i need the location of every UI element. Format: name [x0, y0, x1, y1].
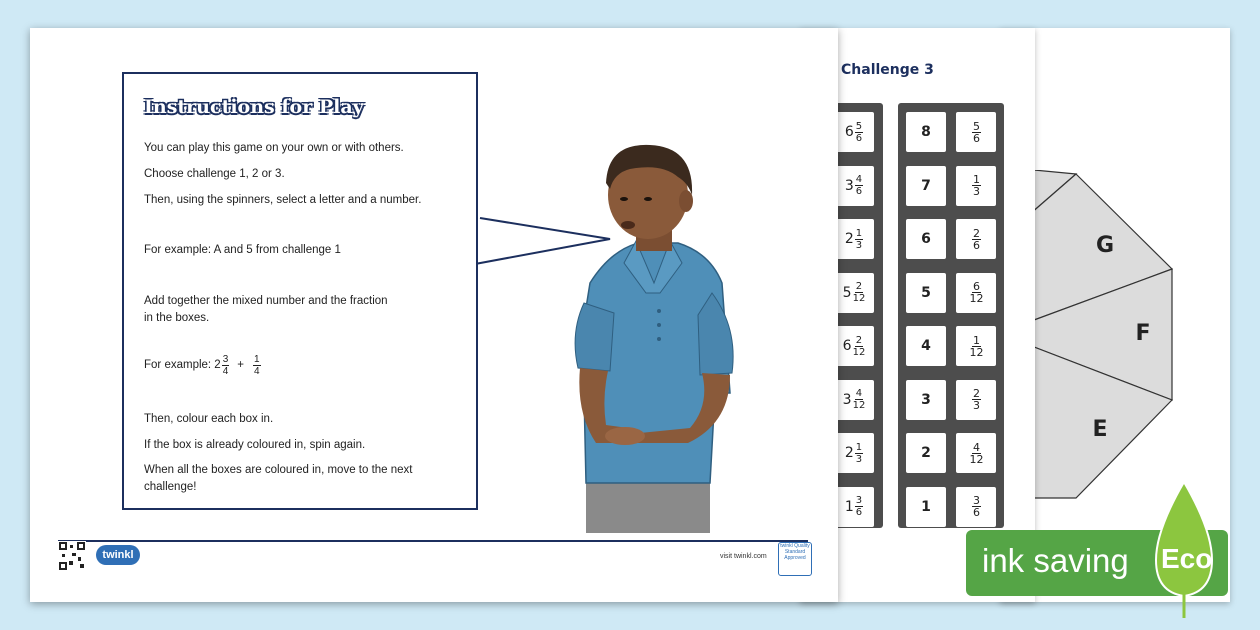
number-cell[interactable] — [906, 166, 946, 206]
twinkl-logo: twinkl — [96, 545, 140, 565]
visit-link[interactable]: visit twinkl.com — [720, 553, 767, 560]
example-numerator: 1 — [253, 354, 260, 365]
denominator: 3 — [855, 239, 863, 251]
whole-number: 2 — [844, 445, 854, 461]
denominator: 3 — [973, 185, 980, 198]
mixed-number — [845, 442, 863, 465]
mixed-number-cell[interactable] — [834, 433, 874, 473]
fraction — [855, 121, 863, 144]
spinner-letter-g: G — [1095, 233, 1115, 258]
numerator: 3 — [973, 494, 980, 507]
numerator: 1 — [973, 173, 980, 186]
instructions-page — [30, 28, 838, 602]
fraction-cell[interactable] — [956, 219, 996, 259]
example-denominator: 4 — [253, 366, 260, 377]
instruction-line: For example: A and 5 from challenge 1 — [144, 244, 341, 256]
mixed-number — [845, 228, 863, 251]
mixed-number — [845, 174, 863, 197]
denominator: 12 — [852, 293, 866, 304]
example-numerator: 3 — [222, 354, 229, 365]
numerator: 4 — [855, 174, 863, 185]
denominator: 6 — [973, 131, 980, 145]
fraction-cell[interactable] — [956, 112, 996, 152]
ink-saving-text: ink saving — [982, 542, 1129, 579]
instruction-line: You can play this game on your own or with others. — [144, 142, 404, 154]
number-value: 7 — [921, 177, 931, 194]
mixed-number-cell[interactable] — [834, 112, 874, 152]
spinner-letter-e: E — [1092, 417, 1108, 442]
numerator: 5 — [855, 120, 863, 132]
whole-number: 1 — [844, 498, 854, 515]
whole-number: 5 — [842, 284, 852, 301]
fraction — [970, 281, 984, 304]
fraction — [972, 228, 981, 251]
mixed-number — [843, 335, 866, 358]
example-fraction — [222, 354, 230, 377]
numerator: 2 — [855, 281, 863, 292]
number-cell[interactable] — [906, 380, 946, 420]
denominator: 6 — [855, 186, 863, 197]
instruction-line: Add together the mixed number and the fraction — [144, 295, 388, 307]
numerator: 2 — [855, 334, 863, 346]
denominator: 12 — [969, 292, 984, 305]
instruction-line: in the boxes. — [144, 312, 210, 324]
numerator: 4 — [973, 440, 980, 454]
fraction — [972, 388, 981, 411]
instructions-box — [122, 72, 478, 510]
mixed-number — [843, 388, 866, 411]
numerator: 3 — [855, 495, 863, 506]
number-value: 4 — [921, 338, 931, 354]
example-fraction — [253, 354, 261, 377]
number-cell[interactable] — [906, 219, 946, 259]
spinner-letter-f: F — [1135, 321, 1151, 346]
denominator: 12 — [852, 346, 866, 358]
example-denominator: 4 — [222, 366, 229, 377]
numerator: 1 — [855, 441, 863, 453]
instruction-example — [144, 354, 261, 377]
instruction-line: If the box is already coloured in, spin again. — [144, 439, 366, 451]
number-value: 8 — [921, 124, 931, 140]
numerator: 4 — [855, 388, 863, 399]
boy-illustration — [570, 143, 750, 533]
instructions-title: Instructions for Play — [144, 96, 364, 118]
numerator: 1 — [973, 333, 980, 347]
mixed-number-cell[interactable] — [834, 326, 874, 366]
fraction-cell[interactable] — [956, 487, 996, 527]
mixed-number-cell[interactable] — [834, 273, 874, 313]
whole-number: 3 — [842, 391, 852, 408]
fraction-cell[interactable] — [956, 433, 996, 473]
quality-badge: twinkl Quality Standard Approved — [778, 542, 812, 576]
number-value: 6 — [921, 231, 931, 247]
footer-divider — [58, 540, 808, 542]
fraction-cell[interactable] — [956, 273, 996, 313]
number-value: 3 — [921, 391, 931, 408]
instruction-line: When all the boxes are coloured in, move to the next — [144, 464, 413, 476]
numerator: 2 — [973, 387, 980, 400]
numerator: 2 — [973, 226, 980, 240]
mixed-number — [845, 495, 863, 518]
denominator: 12 — [852, 400, 866, 411]
number-value: 2 — [921, 445, 931, 461]
example-plus: + — [237, 359, 244, 371]
fraction — [972, 174, 981, 197]
eco-label: Eco — [1161, 543, 1213, 574]
mixed-number-cell[interactable] — [834, 380, 874, 420]
fraction — [972, 121, 981, 144]
mixed-number-cell[interactable] — [834, 487, 874, 527]
fraction — [970, 335, 984, 358]
whole-number: 3 — [844, 177, 854, 194]
denominator: 12 — [969, 345, 984, 359]
example-prefix: For example: 2 — [144, 359, 221, 371]
mixed-number — [843, 281, 866, 304]
numerator: 5 — [973, 119, 980, 133]
denominator: 6 — [973, 238, 980, 252]
number-value: 5 — [921, 284, 931, 301]
denominator: 6 — [973, 506, 980, 519]
mixed-number — [845, 121, 863, 144]
fraction-cell[interactable] — [956, 380, 996, 420]
instruction-line: Choose challenge 1, 2 or 3. — [144, 168, 285, 180]
fraction — [855, 442, 863, 465]
fraction — [853, 388, 866, 411]
instruction-line: challenge! — [144, 481, 197, 493]
numerator: 6 — [973, 280, 980, 293]
fraction — [972, 495, 981, 518]
fraction — [853, 281, 866, 304]
denominator: 3 — [855, 453, 863, 465]
number-cell[interactable] — [906, 487, 946, 527]
mixed-number-cell[interactable] — [834, 219, 874, 259]
fraction — [855, 174, 863, 197]
denominator: 6 — [855, 507, 863, 518]
whole-number: 2 — [844, 231, 854, 247]
challenge-title: Challenge 3 — [841, 62, 934, 78]
fraction-cell[interactable] — [956, 166, 996, 206]
number-cell[interactable] — [906, 433, 946, 473]
whole-number: 6 — [844, 124, 854, 140]
qr-code-icon — [58, 541, 86, 571]
denominator: 3 — [973, 399, 980, 412]
whole-number: 6 — [842, 338, 852, 354]
number-cell[interactable] — [906, 273, 946, 313]
fraction — [853, 335, 866, 358]
numerator: 1 — [855, 227, 863, 239]
mixed-number-cell[interactable] — [834, 166, 874, 206]
number-cell[interactable] — [906, 326, 946, 366]
fraction — [855, 228, 863, 251]
fraction-cell[interactable] — [956, 326, 996, 366]
instruction-line: Then, using the spinners, select a letter and a number. — [144, 194, 422, 206]
denominator: 6 — [855, 132, 863, 144]
fraction — [970, 442, 984, 465]
instruction-line: Then, colour each box in. — [144, 413, 274, 425]
denominator: 12 — [969, 452, 984, 466]
number-cell[interactable] — [906, 112, 946, 152]
number-value: 1 — [921, 498, 931, 515]
fraction — [855, 495, 863, 518]
